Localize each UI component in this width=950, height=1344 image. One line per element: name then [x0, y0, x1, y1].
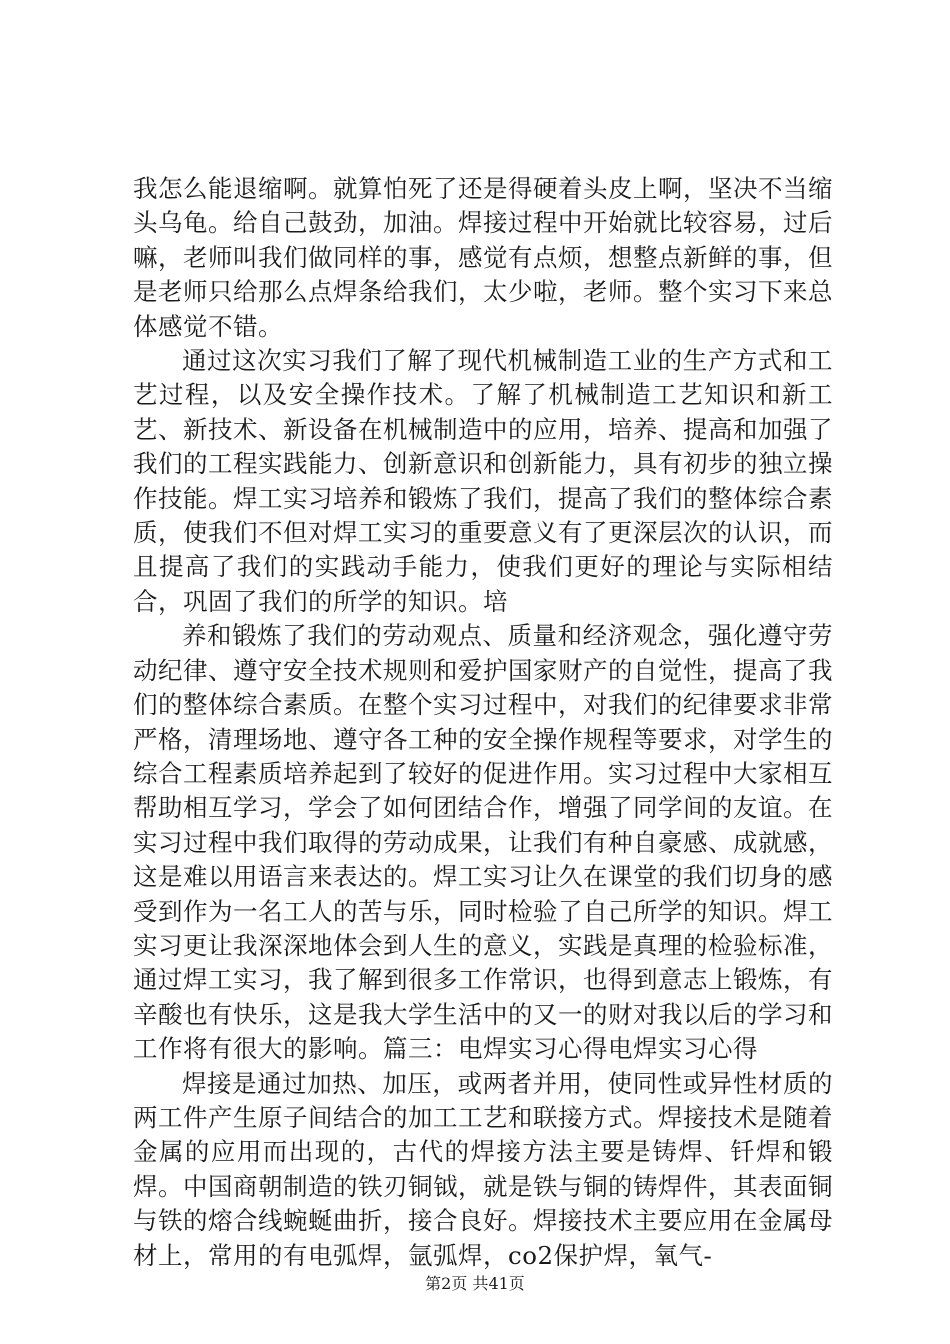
paragraph-4: 焊接是通过加热、加压，或两者并用，使同性或异性材质的两工件产生原子间结合的加工工艺和联接方式。焊接技术是随着金属的应用而出现的，古代的焊接方法主要是铸焊、钎焊和锻焊。中国商朝制造的铁刃铜钺，就是铁与铜的铸焊件，其表面铜与铁的熔合线蜿蜒曲折，接合良好。焊接技术主要应用在金属母材上，常用的有电弧焊，氩弧焊，co2保护焊，氧气-: [133, 1068, 833, 1270]
page-number-footer: 第2页 共41页: [425, 1274, 525, 1293]
document-body: [133, 172, 833, 1273]
paragraph-2: 通过这次实习我们了解了现代机械制造工业的生产方式和工艺过程，以及安全操作技术。了解了机械制造工艺知识和新工艺、新技术、新设备在机械制造中的应用，培养、提高和加强了我们的工程实践能力、创新意识和创新能力，具有初步的独立操作技能。焊工实习培养和锻炼了我们，提高了我们的整体综合素质，使我们不但对焊工实习的重要意义有了更深层次的认识，而且提高了我们的实践动手能力，使我们更好的理论与实际相结合，巩固了我们的所学的知识。培: [133, 346, 833, 616]
paragraph-1: 我怎么能退缩啊。就算怕死了还是得硬着头皮上啊，坚决不当缩头乌龟。给自己鼓劲，加油。焊接过程中开始就比较容易，过后嘛，老师叫我们做同样的事，感觉有点烦，想整点新鲜的事，但是老师只给那么点焊条给我们，太少啦，老师。整个实习下来总体感觉不错。: [133, 174, 833, 341]
paragraph-3: 养和锻炼了我们的劳动观点、质量和经济观念，强化遵守劳动纪律、遵守安全技术规则和爱护国家财产的自觉性，提高了我们的整体综合素质。在整个实习过程中，对我们的纪律要求非常严格，清理场地、遵守各工种的安全操作规程等要求，对学生的综合工程素质培养起到了较好的促进作用。实习过程中大家相互帮助相互学习，学会了如何团结合作，增强了同学间的友谊。在实习过程中我们取得的劳动成果，让我们有种自豪感、成就感，这是难以用语言来表达的。焊工实习让久在课堂的我们切身的感受到作为一名工人的苦与乐，同时检验了自己所学的知识。焊工实习更让我深深地体会到人生的意义，实践是真理的检验标准，通过焊工实习，我了解到很多工作常识，也得到意志上锻炼，有辛酸也有快乐，这是我大学生活中的又一的财对我以后的学习和工作将有很大的影响。篇三：电焊实习心得电焊实习心得: [133, 621, 833, 1064]
